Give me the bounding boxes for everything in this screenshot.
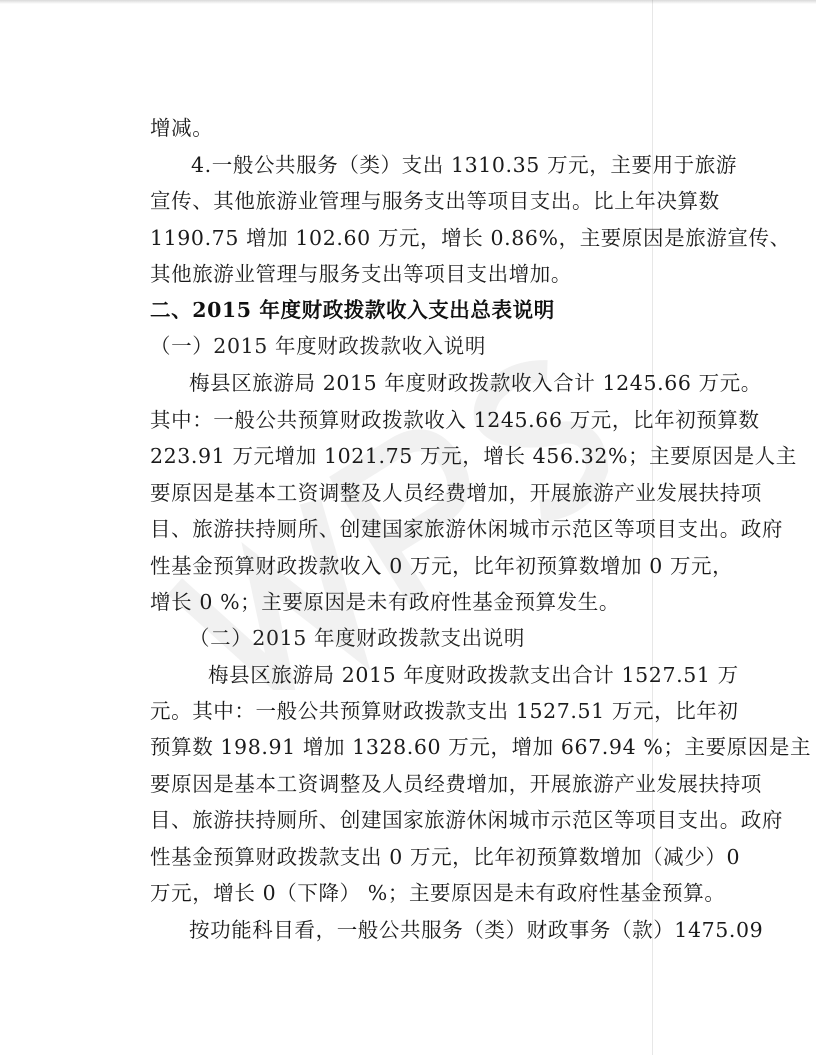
paragraph-line: 按功能科目看，一般公共服务（类）财政事务（款）1475.09 xyxy=(189,918,764,942)
subsection-heading: （一）2015 年度财政拨款收入说明 xyxy=(150,334,486,358)
paragraph-line: 增减。 xyxy=(150,116,214,140)
paragraph-line: 1190.75 增加 102.60 万元，增长 0.86%，主要原因是旅游宣传、 xyxy=(150,226,791,250)
paragraph-line: 梅县区旅游局 2015 年度财政拨款支出合计 1527.51 万 xyxy=(208,663,739,687)
paragraph-line: 4.一般公共服务（类）支出 1310.35 万元，主要用于旅游 xyxy=(191,153,737,177)
subsection-heading: （二）2015 年度财政拨款支出说明 xyxy=(189,626,525,650)
paragraph-line: 梅县区旅游局 2015 年度财政拨款收入合计 1245.66 万元。 xyxy=(189,371,762,395)
paragraph-line: 增长 0 %；主要原因是未有政府性基金预算发生。 xyxy=(150,590,620,614)
paragraph-line: 元。其中：一般公共预算财政拨款支出 1527.51 万元，比年初 xyxy=(150,699,739,723)
paragraph-line: 预算数 198.91 增加 1328.60 万元，增加 667.94 %；主要原因是主 xyxy=(150,735,812,759)
paragraph-line: 目、旅游扶持厕所、创建国家旅游休闲城市示范区等项目支出。政府 xyxy=(150,808,783,832)
paragraph-line: 其他旅游业管理与服务支出等项目支出增加。 xyxy=(150,262,572,286)
paragraph-line: 万元，增长 0（下降） %；主要原因是未有政府性基金预算。 xyxy=(150,881,726,905)
paragraph-line: 要原因是基本工资调整及人员经费增加，开展旅游产业发展扶持项 xyxy=(150,481,762,505)
paragraph-line: 目、旅游扶持厕所、创建国家旅游休闲城市示范区等项目支出。政府 xyxy=(150,517,783,541)
section-heading: 二、2015 年度财政拨款收入支出总表说明 xyxy=(150,298,555,322)
paragraph-line: 性基金预算财政拨款支出 0 万元，比年初预算数增加（减少）0 xyxy=(150,845,741,869)
page-top-edge xyxy=(0,0,816,4)
paragraph-line: 其中：一般公共预算财政拨款收入 1245.66 万元，比年初预算数 xyxy=(150,408,760,432)
paragraph-line: 性基金预算财政拨款收入 0 万元，比年初预算数增加 0 万元， xyxy=(150,554,734,578)
paragraph-line: 223.91 万元增加 1021.75 万元，增长 456.32%；主要原因是人主 xyxy=(150,444,797,468)
paragraph-line: 要原因是基本工资调整及人员经费增加，开展旅游产业发展扶持项 xyxy=(150,772,762,796)
paragraph-line: 宣传、其他旅游业管理与服务支出等项目支出。比上年决算数 xyxy=(150,189,720,213)
